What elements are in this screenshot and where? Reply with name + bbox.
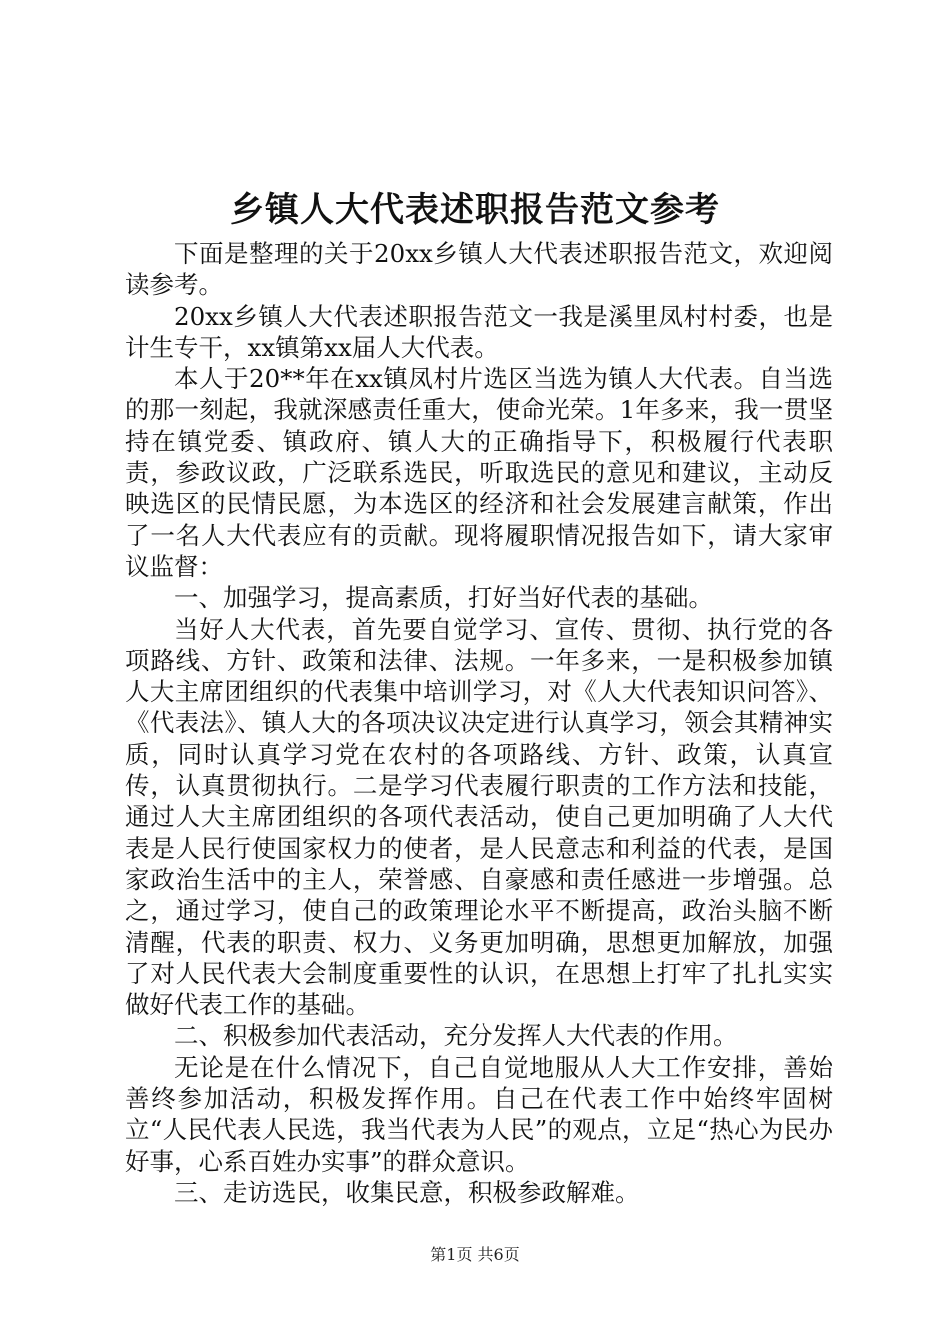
paragraph-intro: 下面是整理的关于20xx乡镇人大代表述职报告范文，欢迎阅读参考。 xyxy=(125,239,833,300)
paragraph-study: 当好人大代表，首先要自觉学习、宣传、贯彻、执行党的各项路线、方针、政策和法律、法规。一年多来，一是积极参加镇人大主席团组织的代表集中培训学习，对《人大代表知识问答》、《代表法》、镇人大的各项决议决定进行认真学习，领会其精神实质，同时认真学习党在农村的各项路线、方针、政策，认真宣传，认真贯彻执行。二是学习代表履行职责的工作方法和技能，通过人大主席团组织的各项代表活动，使自己更加明确了人大代表是人民行使国家权力的使者，是人民意志和利益的代表，是国家政治生活中的主人，荣誉感、自豪感和责任感进一步增强。总之，通过学习，使自己的政策理论水平不断提高，政治头脑不断清醒，代表的职责、权力、义务更加明确，思想更加解放，加强了对人民代表大会制度重要性的认识，在思想上打牢了扎扎实实做好代表工作的基础。 xyxy=(125,614,833,1020)
paragraph-activities: 无论是在什么情况下，自己自觉地服从人大工作安排，善始善终参加活动，积极发挥作用。自己在代表工作中始终牢固树立“人民代表人民选，我当代表为人民”的观点，立足“热心为民办好事，心系百姓办实事”的群众意识。 xyxy=(125,1052,833,1176)
section-heading-3: 三、走访选民，收集民意，积极参政解难。 xyxy=(174,1177,640,1207)
document-title: 乡镇人大代表述职报告范文参考 xyxy=(230,190,720,230)
section-heading-2: 二、积极参加代表活动，充分发挥人大代表的作用。 xyxy=(174,1021,738,1051)
paragraph-self-intro: 20xx乡镇人大代表述职报告范文一我是溪里凤村村委，也是计生专干，xx镇第xx届人大代表。 xyxy=(125,301,833,362)
document-body xyxy=(125,238,833,1208)
section-heading-1: 一、加强学习，提高素质，打好当好代表的基础。 xyxy=(174,583,713,613)
page-footer: 第1页 共6页 xyxy=(430,1245,520,1264)
paragraph-overview: 本人于20**年在xx镇凤村片选区当选为镇人大代表。自当选的那一刻起，我就深感责任重大，使命光荣。1年多来，我一贯坚持在镇党委、镇政府、镇人大的正确指导下，积极履行代表职责，参政议政，广泛联系选民，听取选民的意见和建议，主动反映选区的民情民愿，为本选区的经济和社会发展建言献策，作出了一名人大代表应有的贡献。现将履职情况报告如下，请大家审议监督： xyxy=(125,364,833,581)
